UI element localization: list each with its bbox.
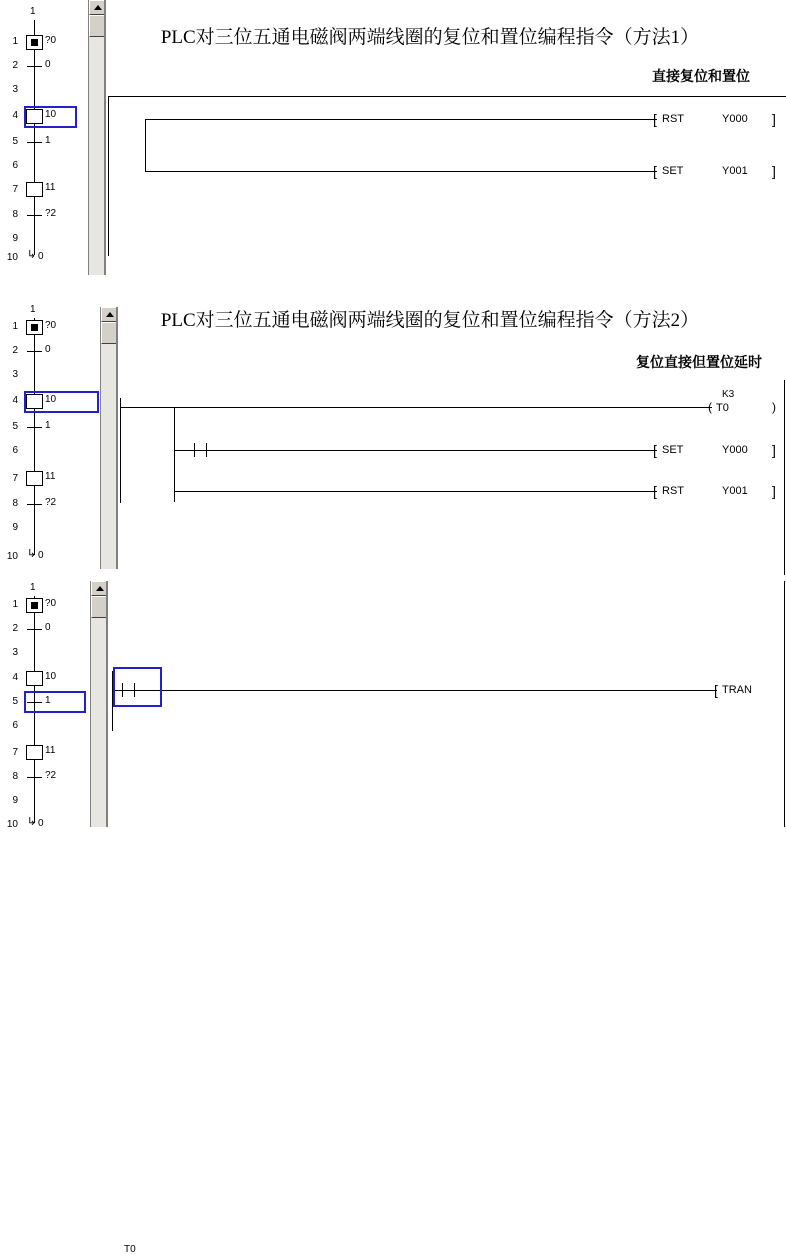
sfc-transition-bar[interactable] xyxy=(27,777,42,778)
sfc-row-number: 2 xyxy=(12,623,18,634)
scrollbar-track[interactable] xyxy=(91,618,107,827)
sfc-row-number: 1 xyxy=(12,321,18,332)
instruction-bracket-left: [ xyxy=(653,442,657,458)
sfc-step-label: 10 xyxy=(45,671,57,682)
sfc-tree-method1[interactable] xyxy=(0,0,88,275)
scroll-up-button[interactable] xyxy=(91,581,107,596)
contact-normally-open-t0[interactable] xyxy=(190,443,212,457)
panel-method2 xyxy=(0,295,786,575)
sfc-row-number: 5 xyxy=(12,421,18,432)
sfc-initial-step[interactable] xyxy=(26,598,43,613)
sfc-step-label: ?0 xyxy=(45,320,57,331)
sfc-transition-bar[interactable] xyxy=(27,351,42,352)
scrollbar-thumb[interactable] xyxy=(89,15,105,37)
sfc-jump-label: 0 xyxy=(38,550,44,561)
rung-branch-vertical xyxy=(174,407,175,502)
chevron-up-icon xyxy=(96,586,104,591)
sfc-row-number: 7 xyxy=(12,184,18,195)
sfc-row-number: 5 xyxy=(12,136,18,147)
sfc-step-label: ?0 xyxy=(45,598,57,609)
instruction-bracket-right: ] xyxy=(772,163,776,179)
instruction-name[interactable]: TRAN xyxy=(722,684,752,696)
sfc-row-number: 5 xyxy=(12,696,18,707)
sfc-row-number: 3 xyxy=(12,369,18,380)
sfc-transition-label: 0 xyxy=(45,344,51,355)
sfc-top-label: 1 xyxy=(30,6,36,17)
scrollbar-thumb[interactable] xyxy=(91,596,107,618)
sfc-row-number: 10 xyxy=(6,252,18,263)
sfc-tree-method2[interactable] xyxy=(0,295,88,575)
instruction-bracket-right: ] xyxy=(772,442,776,458)
page-title: PLC对三位五通电磁阀两端线圈的复位和置位编程指令（方法2） xyxy=(160,310,700,331)
sfc-tree-transition[interactable] xyxy=(0,575,88,830)
sfc-step-label: 10 xyxy=(45,394,57,405)
sfc-transition-bar[interactable] xyxy=(27,504,42,505)
sfc-transition-bar[interactable] xyxy=(27,427,42,428)
scroll-up-button[interactable] xyxy=(101,307,117,322)
sfc-row-number: 3 xyxy=(12,647,18,658)
rung-wire-rst xyxy=(145,119,657,120)
sfc-jump-arrow-icon: ↳ xyxy=(27,249,37,261)
sfc-transition-label: 1 xyxy=(45,420,51,431)
rung-branch-vertical xyxy=(145,119,146,172)
sfc-transition-bar[interactable] xyxy=(27,142,42,143)
ladder-vertical-scrollbar[interactable] xyxy=(100,307,116,569)
instruction-bracket-right: ] xyxy=(772,111,776,127)
sfc-transition-label: ?2 xyxy=(45,770,57,781)
sfc-row-number: 10 xyxy=(6,551,18,562)
sfc-row-number: 4 xyxy=(12,395,18,406)
section-subtitle: 直接复位和置位 xyxy=(652,70,750,85)
timer-coil-close: ) xyxy=(772,400,776,414)
sfc-transition-label: ?2 xyxy=(45,208,57,219)
ladder-top-rail xyxy=(108,96,786,97)
sfc-row-number: 7 xyxy=(12,747,18,758)
ladder-vertical-scrollbar[interactable] xyxy=(90,581,106,827)
sfc-transition-bar[interactable] xyxy=(27,215,42,216)
sfc-row-number: 6 xyxy=(12,160,18,171)
timer-coil-label[interactable]: T0 xyxy=(716,402,729,414)
sfc-row-number: 1 xyxy=(12,36,18,47)
instruction-name[interactable]: RST xyxy=(662,485,684,497)
contact-label: T0 xyxy=(124,1244,136,1255)
sfc-transition-label: ?2 xyxy=(45,497,57,508)
rung-wire-timer xyxy=(120,407,712,408)
ladder-right-rail xyxy=(784,380,785,575)
panel-method1 xyxy=(0,0,786,275)
scrollbar-track[interactable] xyxy=(101,344,117,569)
instruction-operand[interactable]: Y001 xyxy=(722,485,748,497)
ladder-vertical-scrollbar[interactable] xyxy=(88,0,104,275)
sfc-row-number: 7 xyxy=(12,473,18,484)
sfc-row-number: 2 xyxy=(12,60,18,71)
instruction-bracket-left: [ xyxy=(653,163,657,179)
sfc-row-number: 8 xyxy=(12,498,18,509)
sfc-step[interactable] xyxy=(26,182,43,197)
instruction-bracket-left: [ xyxy=(653,483,657,499)
sfc-step[interactable] xyxy=(26,671,43,686)
sfc-transition-label: 0 xyxy=(45,59,51,70)
sfc-step[interactable] xyxy=(26,471,43,486)
sfc-jump-label: 0 xyxy=(38,818,44,829)
sfc-transition-bar[interactable] xyxy=(27,629,42,630)
sfc-selection-box[interactable] xyxy=(24,691,86,713)
ladder-left-rail xyxy=(108,96,109,256)
instruction-bracket-right: ] xyxy=(772,483,776,499)
chevron-up-icon xyxy=(94,5,102,10)
ladder-left-rail xyxy=(120,398,121,503)
instruction-name[interactable]: RST xyxy=(662,113,684,125)
ladder-right-rail xyxy=(784,581,785,827)
sfc-trunk-line xyxy=(34,318,35,555)
instruction-name[interactable]: SET xyxy=(662,165,684,177)
contact-bar-right xyxy=(206,443,207,457)
sfc-row-number: 4 xyxy=(12,672,18,683)
sfc-top-label: 1 xyxy=(30,582,36,593)
sfc-step-label: 10 xyxy=(45,109,57,120)
rung-wire-tran xyxy=(112,690,717,691)
panel-splitter[interactable] xyxy=(106,581,108,827)
sfc-row-number: 6 xyxy=(12,720,18,731)
sfc-row-number: 2 xyxy=(12,345,18,356)
rung-wire-set xyxy=(174,450,657,451)
sfc-jump-label: 0 xyxy=(38,251,44,262)
panel-transition xyxy=(0,575,786,1255)
instruction-operand[interactable]: Y001 xyxy=(722,165,748,177)
sfc-row-number: 9 xyxy=(12,795,18,806)
sfc-top-label: 1 xyxy=(30,304,36,315)
contact-bar-left xyxy=(194,443,195,457)
instruction-name[interactable]: SET xyxy=(662,444,684,456)
chevron-up-icon xyxy=(106,312,114,317)
ladder-selection-box[interactable] xyxy=(113,667,162,707)
sfc-row-number: 8 xyxy=(12,209,18,220)
instruction-operand[interactable]: Y000 xyxy=(722,444,748,456)
sfc-step[interactable] xyxy=(26,745,43,760)
sfc-row-number: 1 xyxy=(12,599,18,610)
rung-wire-set xyxy=(145,171,657,172)
sfc-initial-step[interactable] xyxy=(26,35,43,50)
sfc-step-label: ?0 xyxy=(45,35,57,46)
sfc-selection-box[interactable] xyxy=(24,391,99,413)
sfc-jump-arrow-icon: ↳ xyxy=(27,548,37,560)
sfc-step-label: 11 xyxy=(45,745,56,756)
rung-wire-rst xyxy=(174,491,657,492)
sfc-transition-label: 1 xyxy=(45,695,51,706)
sfc-trunk-line xyxy=(34,20,35,255)
sfc-transition-label: 0 xyxy=(45,622,51,633)
sfc-row-number: 9 xyxy=(12,233,18,244)
sfc-selection-box[interactable] xyxy=(24,106,77,128)
instruction-bracket-left: [ xyxy=(653,111,657,127)
scrollbar-thumb[interactable] xyxy=(101,322,117,344)
scroll-up-button[interactable] xyxy=(89,0,105,15)
sfc-row-number: 6 xyxy=(12,445,18,456)
sfc-step-label: 11 xyxy=(45,182,56,193)
panel-splitter[interactable] xyxy=(104,0,106,275)
section-subtitle: 复位直接但置位延时 xyxy=(636,356,762,371)
sfc-transition-label: 1 xyxy=(45,135,51,146)
sfc-row-number: 8 xyxy=(12,771,18,782)
sfc-jump-arrow-icon: ↳ xyxy=(27,816,37,828)
sfc-row-number: 10 xyxy=(6,819,18,830)
sfc-row-number: 9 xyxy=(12,522,18,533)
sfc-row-number: 3 xyxy=(12,84,18,95)
sfc-transition-bar[interactable] xyxy=(27,66,42,67)
panel-splitter[interactable] xyxy=(116,307,118,569)
sfc-row-number: 4 xyxy=(12,110,18,121)
instruction-bracket-left: [ xyxy=(714,682,718,698)
page-title: PLC对三位五通电磁阀两端线圈的复位和置位编程指令（方法1） xyxy=(160,27,700,48)
timer-coil[interactable]: ( xyxy=(708,400,712,414)
sfc-step-label: 11 xyxy=(45,471,56,482)
timer-preset-label: K3 xyxy=(722,389,735,400)
scrollbar-track[interactable] xyxy=(89,37,105,275)
sfc-initial-step[interactable] xyxy=(26,320,43,335)
instruction-operand[interactable]: Y000 xyxy=(722,113,748,125)
